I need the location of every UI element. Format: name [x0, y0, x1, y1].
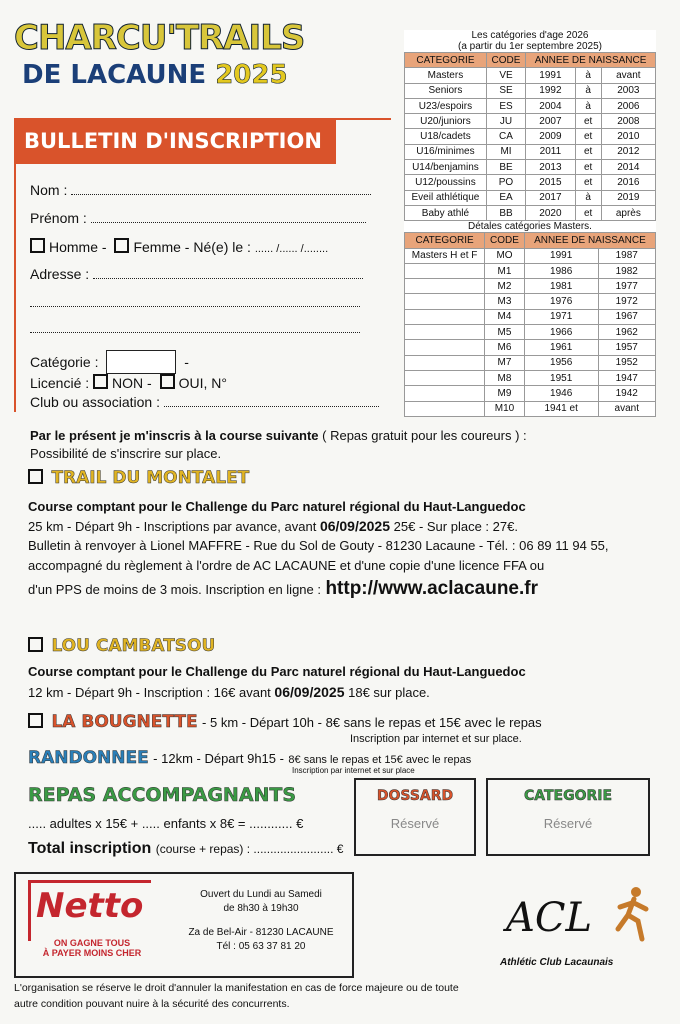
netto-logo: Netto: [36, 886, 144, 926]
age-table-cell: 1992: [526, 83, 576, 98]
age-table-cell: Baby athlé: [405, 205, 487, 220]
age-table-cell: et: [575, 144, 601, 159]
masters-table-row: [405, 309, 656, 324]
masters-category-cell: [405, 263, 485, 278]
website-link[interactable]: http://www.aclacaune.fr: [325, 578, 538, 599]
age-table-row: [405, 114, 656, 129]
adresse-label: Adresse :: [30, 266, 90, 282]
age-table-cell: et: [575, 114, 601, 129]
bougnette-title: LA BOUGNETTE: [51, 712, 198, 732]
homme-checkbox[interactable]: [30, 238, 45, 253]
club-label: Club ou association :: [30, 394, 160, 410]
montalet-online-label: d'un PPS de moins de 3 mois. Inscription en ligne :: [28, 582, 321, 597]
randonnee-sub: Inscription par internet et sur place: [292, 766, 415, 775]
categorie-reserve: Réservé: [543, 816, 593, 831]
age-table-cell: 2017: [526, 190, 576, 205]
netto-slogan: [36, 938, 148, 958]
masters-table-cell: 1981: [524, 279, 598, 294]
masters-table-cell: M6: [485, 340, 525, 355]
age-table-cell: 2006: [601, 98, 655, 113]
cambatsou-date: 06/09/2025: [274, 684, 345, 700]
form-heading: BULLETIN D'INSCRIPTION: [14, 118, 336, 164]
masters-table-cell: M1: [485, 263, 525, 278]
masters-table-cell: 1976: [524, 294, 598, 309]
age-table-row: [405, 175, 656, 190]
age-table-cell: U20/juniors: [405, 114, 487, 129]
masters-table-row: [405, 401, 656, 416]
bougnette-checkbox[interactable]: [28, 713, 43, 728]
femme-checkbox[interactable]: [114, 238, 129, 253]
club-logo: [500, 885, 660, 975]
logo-place: DE LACAUNE: [22, 60, 207, 90]
categorie-row: [30, 350, 189, 374]
prenom-label: Prénom :: [30, 210, 87, 226]
age-table-cell: U12/poussins: [405, 175, 487, 190]
age-table-cell: 2014: [601, 160, 655, 175]
age-table-cell: à: [575, 98, 601, 113]
nom-row: [30, 182, 371, 198]
masters-table-cell: 1962: [598, 325, 655, 340]
masters-table-cell: 1961: [524, 340, 598, 355]
age-table-cell: 1991: [526, 68, 576, 83]
age-table-row: [405, 129, 656, 144]
age-categories-panel: [404, 30, 656, 417]
acl-logo-text: ACL: [506, 895, 593, 941]
masters-category-cell: [405, 279, 485, 294]
masters-table-cell: 1966: [524, 325, 598, 340]
licencie-row: [30, 374, 227, 391]
footer-line-1: L'organisation se réserve le droit d'annuler la manifestation en cas de force majeure ou de toute: [14, 982, 459, 994]
cambatsou-text-a: 12 km - Départ 9h - Inscription : 16€ avant: [28, 685, 271, 700]
age-table-cell: avant: [601, 68, 655, 83]
age-table: [404, 52, 656, 221]
age-table-row: [405, 68, 656, 83]
footer-disclaimer: [14, 980, 459, 1012]
age-table-caption: Les catégories d'age 2026: [471, 30, 589, 41]
sexe-row: [30, 238, 328, 255]
masters-table-cell: 1991: [524, 248, 598, 263]
masters-category-cell: [405, 355, 485, 370]
club-name: Athlétic Club Lacaunais: [500, 957, 614, 968]
age-table-row: [405, 98, 656, 113]
repas-title: REPAS ACCOMPAGNANTS: [28, 784, 297, 806]
nom-field[interactable]: [71, 182, 371, 195]
age-table-cell: Masters: [405, 68, 487, 83]
masters-table-cell: 1942: [598, 386, 655, 401]
age-table-row: [405, 160, 656, 175]
age-header-code: CODE: [486, 53, 525, 68]
adresse-field[interactable]: [93, 266, 363, 279]
montalet-date: 06/09/2025: [319, 518, 391, 534]
homme-label: Homme -: [49, 239, 107, 255]
age-table-cell: 2020: [526, 205, 576, 220]
masters-table-cell: 1986: [524, 263, 598, 278]
club-row: [30, 394, 379, 410]
age-table-cell: 2008: [601, 114, 655, 129]
masters-table-cell: M7: [485, 355, 525, 370]
masters-category-cell: [405, 370, 485, 385]
prenom-row: [30, 210, 366, 226]
age-table-cell: MI: [486, 144, 525, 159]
montalet-line-1: Course comptant pour le Challenge du Parc naturel régional du Haut-Languedoc: [28, 499, 526, 514]
bougnette-text: - 5 km - Départ 10h - 8€ sans le repas et 15€ avec le repas: [202, 715, 542, 730]
masters-table-cell: 1941 et: [524, 401, 598, 416]
bougnette-row: [28, 712, 542, 732]
montalet-line-4: accompagné du règlement à l'ordre de AC LACAUNE et d'une copie d'une licence FFA ou: [28, 558, 545, 573]
age-table-cell: 2010: [601, 129, 655, 144]
age-table-cell: 2011: [526, 144, 576, 159]
randonnee-text-a: - 12km - Départ 9h15 -: [153, 751, 284, 766]
age-table-cell: SE: [486, 83, 525, 98]
masters-table-cell: 1956: [524, 355, 598, 370]
age-table-cell: 2019: [601, 190, 655, 205]
event-logo-subtitle: [22, 60, 288, 90]
sponsor-box: [14, 872, 354, 978]
masters-header-annee: ANNEE DE NAISSANCE: [524, 233, 655, 248]
masters-category-cell: [405, 340, 485, 355]
masters-table-row: [405, 340, 656, 355]
intro-rest: ( Repas gratuit pour les coureurs ) :: [322, 428, 527, 443]
intro-line-2: Possibilité de s'inscrire sur place.: [30, 446, 222, 461]
montalet-line-3: Bulletin à renvoyer à Lionel MAFFRE - Rue du Sol de Gouty - 81230 Lacaune - Tél. : 06 89 11 94 55,: [28, 538, 609, 553]
masters-category-cell: [405, 386, 485, 401]
age-table-row: [405, 144, 656, 159]
age-table-cell: 2012: [601, 144, 655, 159]
randonnee-text-b: 8€ sans le repas et 15€ avec le repas: [288, 754, 472, 766]
categorie-box-label: CATEGORIE: [523, 788, 613, 804]
masters-table-cell: 1952: [598, 355, 655, 370]
event-logo-title: CHARCU'TRAILS: [14, 18, 305, 58]
cambatsou-title: LOU CAMBATSOU: [51, 636, 216, 656]
intro-line-1: [30, 428, 527, 443]
masters-table-row: [405, 370, 656, 385]
masters-table-cell: avant: [598, 401, 655, 416]
age-table-cell: U14/benjamins: [405, 160, 487, 175]
masters-category-cell: [405, 294, 485, 309]
montalet-title-row: [28, 468, 249, 488]
nom-label: Nom :: [30, 182, 68, 198]
age-table-cell: BE: [486, 160, 525, 175]
cambatsou-line-1: Course comptant pour le Challenge du Parc naturel régional du Haut-Languedoc: [28, 664, 526, 679]
sponsor-hours-1: Ouvert du Lundi au Samedi: [200, 889, 322, 900]
cambatsou-line-2: [28, 684, 430, 700]
categorie-field[interactable]: [106, 350, 176, 374]
masters-category-cell: [405, 325, 485, 340]
age-table-cell: CA: [486, 129, 525, 144]
masters-table-cell: M8: [485, 370, 525, 385]
masters-table: [404, 232, 656, 417]
age-table-row: [405, 190, 656, 205]
adresse-line-3[interactable]: [30, 332, 360, 333]
montalet-checkbox[interactable]: [28, 469, 43, 484]
masters-table-cell: M4: [485, 309, 525, 324]
categorie-box: [486, 778, 650, 856]
footer-line-2: autre condition pouvant nuire à la sécurité des concurrents.: [14, 998, 290, 1010]
masters-table-cell: 1957: [598, 340, 655, 355]
age-table-row: [405, 205, 656, 220]
dossard-box: [354, 778, 476, 856]
dossard-reserve: Réservé: [390, 816, 440, 831]
logo-year: 2025: [215, 60, 288, 90]
netto-slogan-1: ON GAGNE TOUS: [53, 938, 131, 948]
club-field[interactable]: [164, 394, 379, 407]
masters-table-cell: 1972: [598, 294, 655, 309]
masters-table-cell: 1971: [524, 309, 598, 324]
age-table-cell: Seniors: [405, 83, 487, 98]
montalet-text-a: 25 km - Départ 9h - Inscriptions par avance, avant: [28, 519, 317, 534]
masters-table-cell: 1967: [598, 309, 655, 324]
age-table-cell: U18/cadets: [405, 129, 487, 144]
montalet-text-b: 25€ - Sur place : 27€.: [393, 519, 518, 534]
total-label: Total inscription: [28, 840, 152, 857]
age-table-cell: BB: [486, 205, 525, 220]
masters-table-cell: 1982: [598, 263, 655, 278]
age-table-cell: ES: [486, 98, 525, 113]
dossard-label: DOSSARD: [376, 788, 454, 804]
masters-header-categorie: CATEGORIE: [405, 233, 485, 248]
age-table-cell: 2003: [601, 83, 655, 98]
adresse-line-2[interactable]: [30, 306, 360, 307]
masters-category-cell: Masters H et F: [405, 248, 485, 263]
masters-table-cell: M9: [485, 386, 525, 401]
age-table-cell: à: [575, 190, 601, 205]
age-table-cell: 2009: [526, 129, 576, 144]
masters-table-cell: M2: [485, 279, 525, 294]
masters-category-cell: [405, 401, 485, 416]
prenom-field[interactable]: [91, 210, 366, 223]
sponsor-info: [176, 888, 346, 954]
total-row: [28, 840, 343, 858]
masters-table-row: [405, 325, 656, 340]
age-table-cell: et: [575, 160, 601, 175]
age-table-cell: et: [575, 175, 601, 190]
total-field[interactable]: (course + repas) : ........................ €: [155, 842, 344, 856]
cambatsou-text-b: 18€ sur place.: [348, 685, 430, 700]
masters-category-cell: [405, 309, 485, 324]
age-table-cell: 2016: [601, 175, 655, 190]
age-table-cell: Eveil athlétique: [405, 190, 487, 205]
age-table-cell: 2015: [526, 175, 576, 190]
masters-table-row: [405, 263, 656, 278]
masters-table-row: [405, 248, 656, 263]
non-label: NON -: [112, 375, 152, 391]
femme-label: Femme - Né(e) le :: [133, 239, 251, 255]
masters-table-cell: 1987: [598, 248, 655, 263]
randonnee-row: [28, 748, 471, 768]
masters-table-row: [405, 355, 656, 370]
age-table-cell: VE: [486, 68, 525, 83]
runner-icon: [612, 885, 652, 945]
masters-table-cell: M5: [485, 325, 525, 340]
bougnette-sub: Inscription par internet et sur place.: [350, 733, 522, 745]
categorie-label: Catégorie :: [30, 354, 99, 370]
masters-table-cell: M10: [485, 401, 525, 416]
age-table-cell: 2013: [526, 160, 576, 175]
categorie-dash: -: [184, 354, 189, 370]
masters-table-cell: 1946: [524, 386, 598, 401]
repas-line[interactable]: ..... adultes x 15€ + ..... enfants x 8€ = ............ €: [28, 816, 304, 831]
sponsor-address: Za de Bel-Air - 81230 LACAUNE: [188, 927, 334, 938]
non-checkbox[interactable]: [93, 374, 108, 389]
netto-slogan-2: À PAYER MOINS CHER: [42, 948, 142, 958]
masters-table-cell: M3: [485, 294, 525, 309]
age-table-subcaption: (a partir du 1er septembre 2025): [458, 41, 602, 52]
sponsor-phone: Tél : 05 63 37 81 20: [216, 941, 306, 952]
age-header-categorie: CATEGORIE: [405, 53, 487, 68]
age-table-cell: et: [575, 205, 601, 220]
age-table-cell: EA: [486, 190, 525, 205]
age-table-row: [405, 83, 656, 98]
age-table-cell: U16/minimes: [405, 144, 487, 159]
oui-label: OUI, N°: [178, 375, 227, 391]
age-table-cell: à: [575, 68, 601, 83]
age-table-cell: après: [601, 205, 655, 220]
age-table-cell: JU: [486, 114, 525, 129]
age-table-cell: 2007: [526, 114, 576, 129]
sponsor-hours-2: de 8h30 à 19h30: [223, 903, 299, 914]
oui-checkbox[interactable]: [160, 374, 175, 389]
masters-caption: Détales catégories Masters.: [468, 221, 592, 233]
masters-table-row: [405, 279, 656, 294]
masters-table-cell: 1977: [598, 279, 655, 294]
adresse-row: [30, 266, 363, 282]
masters-table-cell: MO: [485, 248, 525, 263]
cambatsou-checkbox[interactable]: [28, 637, 43, 652]
masters-table-cell: 1951: [524, 370, 598, 385]
masters-table-cell: 1947: [598, 370, 655, 385]
cambatsou-title-row: [28, 636, 215, 656]
masters-table-row: [405, 386, 656, 401]
montalet-line-2: [28, 518, 518, 534]
licencie-label: Licencié :: [30, 375, 90, 391]
montalet-title: TRAIL DU MONTALET: [51, 468, 250, 488]
intro-bold: Par le présent je m'inscris à la course suivante: [30, 428, 319, 443]
masters-table-row: [405, 294, 656, 309]
randonnee-title: RANDONNEE: [28, 748, 149, 768]
montalet-line-5: [28, 578, 538, 600]
age-table-cell: PO: [486, 175, 525, 190]
age-table-cell: 2004: [526, 98, 576, 113]
age-table-cell: à: [575, 83, 601, 98]
age-header-annee: ANNEE DE NAISSANCE: [526, 53, 656, 68]
birthdate-field[interactable]: ...... /...... /........: [254, 243, 329, 255]
age-table-cell: et: [575, 129, 601, 144]
age-table-cell: U23/espoirs: [405, 98, 487, 113]
masters-header-code: CODE: [485, 233, 525, 248]
